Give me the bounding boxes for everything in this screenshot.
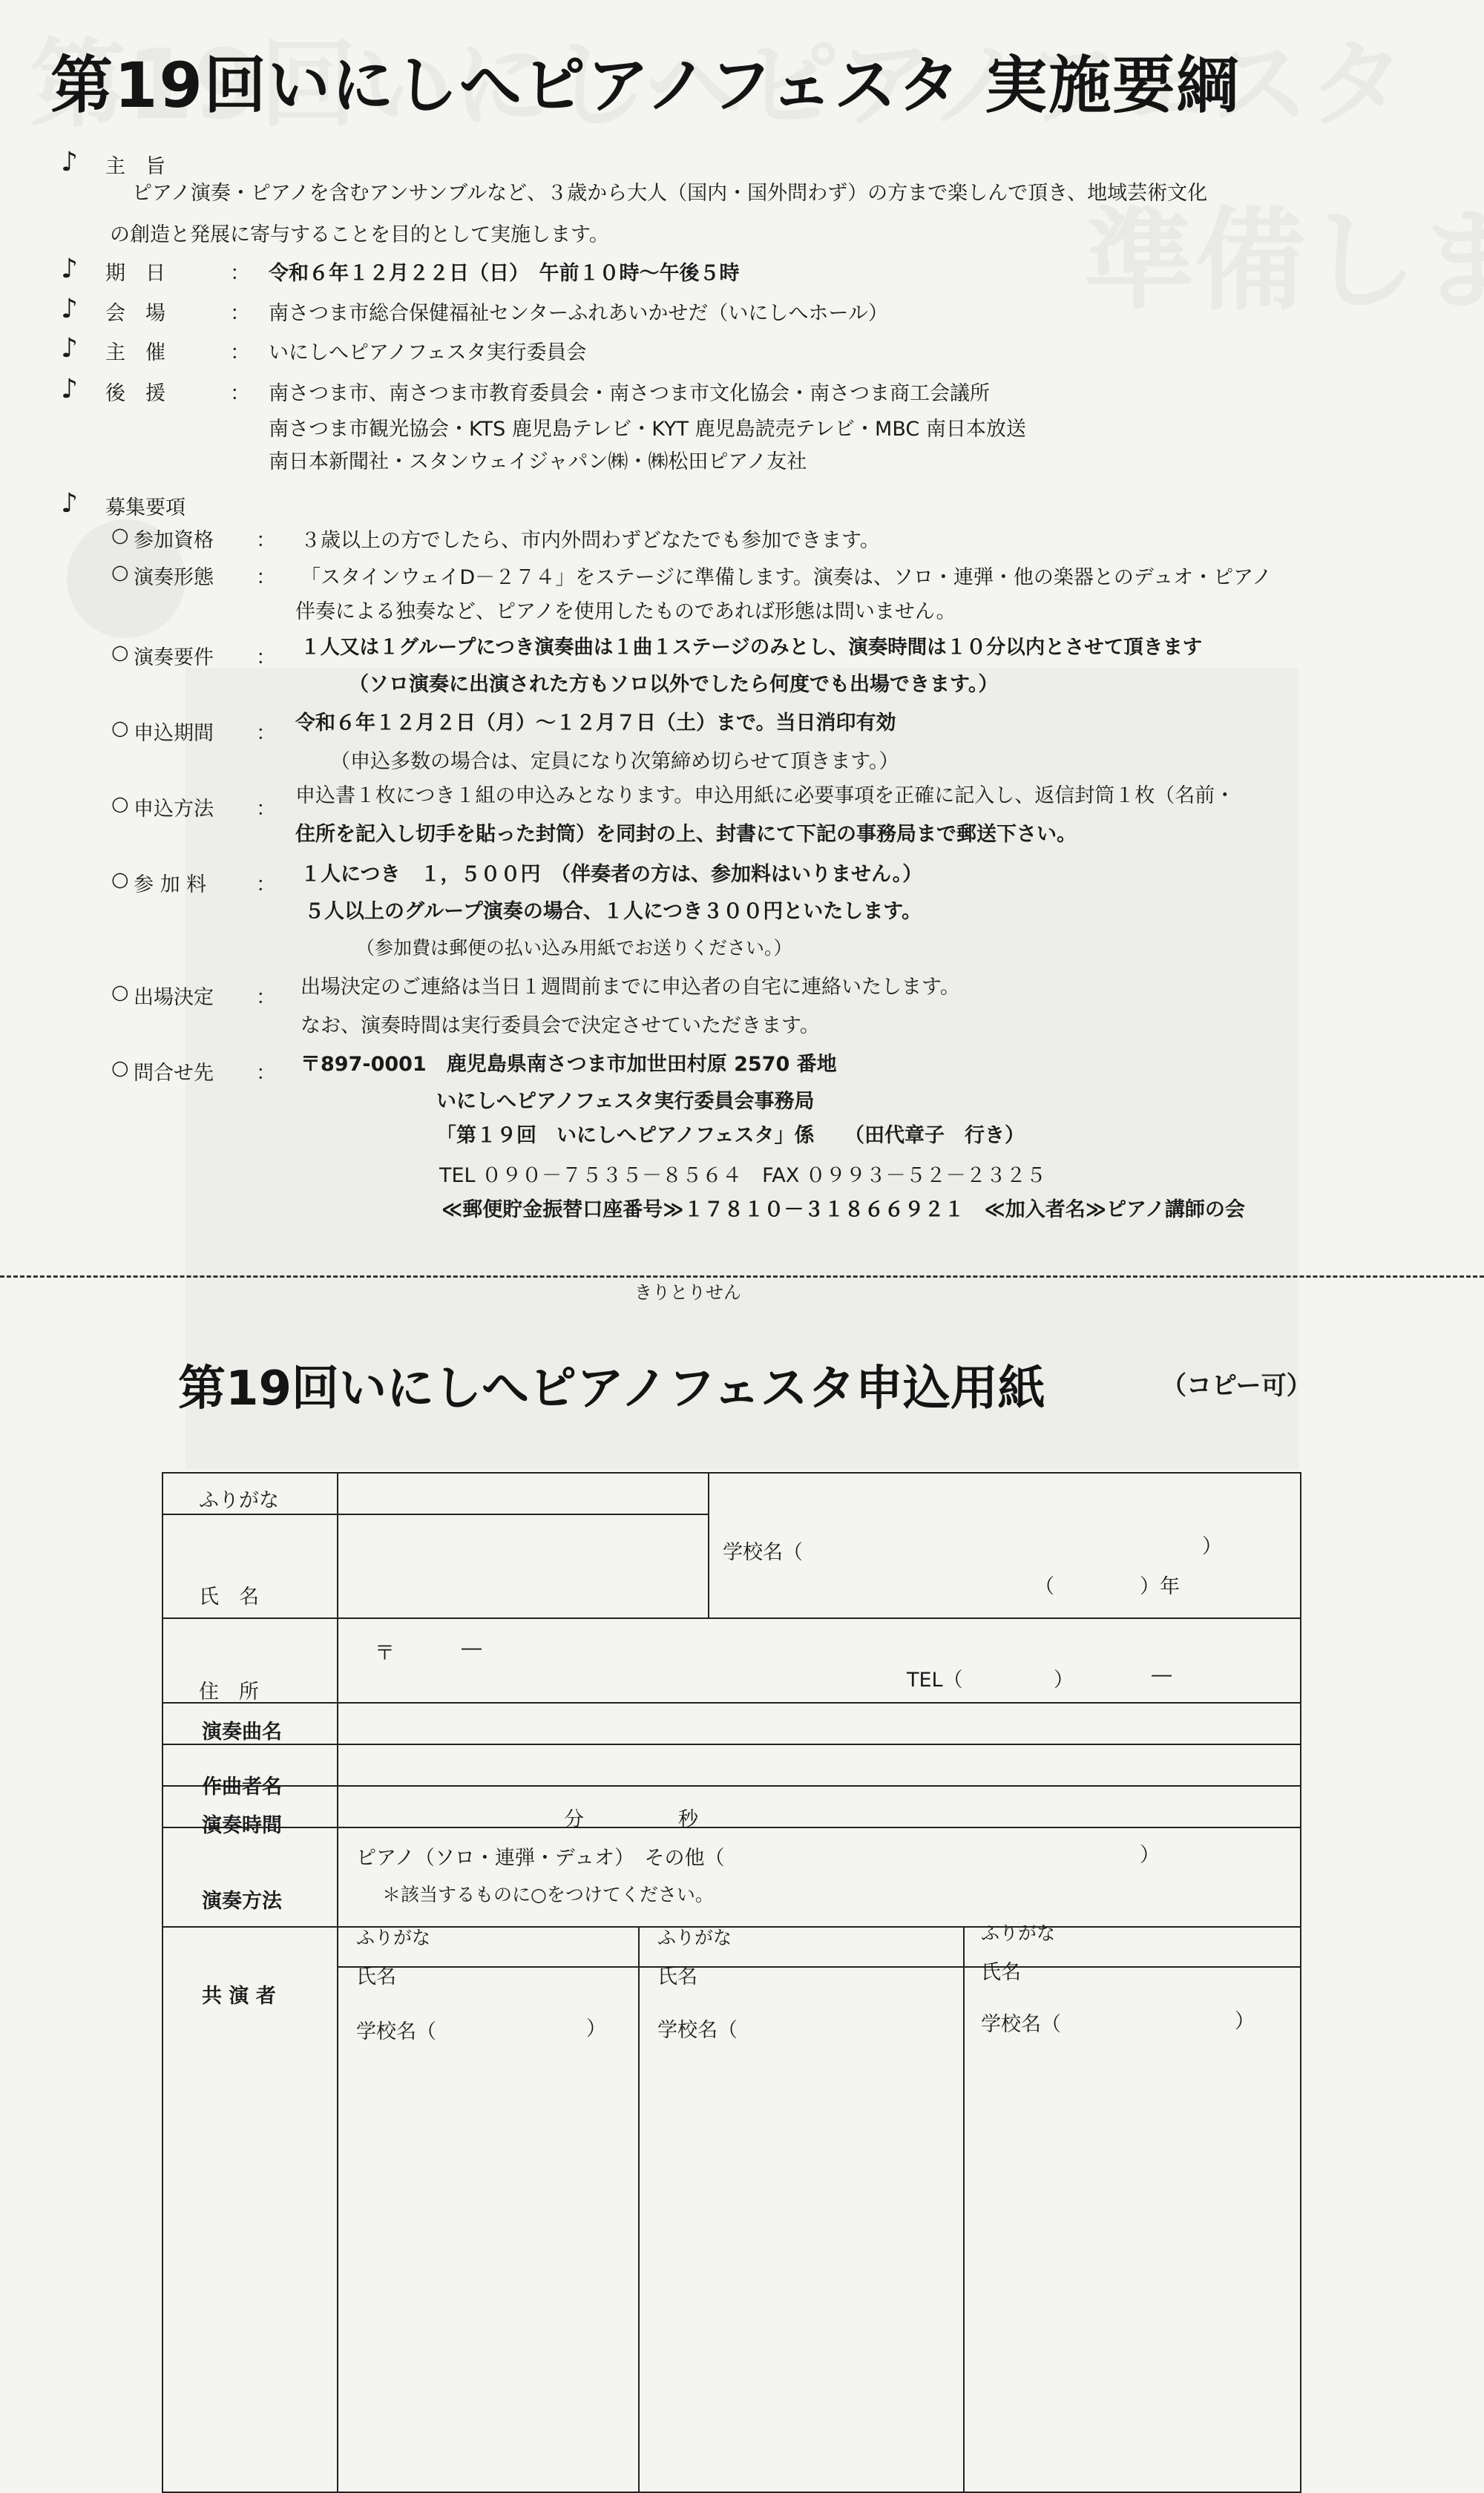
colon: ： <box>230 262 250 285</box>
fee-text-2: ５人以上のグループ演奏の場合、１人につき３００円といたします。 <box>304 900 922 923</box>
organizer-label: 主 催 <box>105 341 165 364</box>
requirement-label: 演奏要件 <box>134 646 214 669</box>
co1-furigana-label: ふりがな <box>356 1927 431 1948</box>
purpose-text-1: ピアノ演奏・ピアノを含むアンサンブルなど、３歳から大人（国内・国外問わず）の方まで楽しんで頂き、地域芸術文化 <box>132 182 1208 205</box>
method-label: 申込方法 <box>134 798 214 821</box>
form-border-top <box>162 1472 1301 1474</box>
composer-input[interactable] <box>340 1748 1297 1785</box>
row-line-composer <box>162 1785 1301 1787</box>
style-options[interactable]: ピアノ（ソロ・連弾・デュオ） その他（ <box>356 1847 725 1870</box>
composer-label: 作曲者名 <box>202 1776 282 1799</box>
eligibility-label: 参加資格 <box>134 529 214 552</box>
colon: ： <box>256 1062 276 1085</box>
duration-label: 演奏時間 <box>202 1814 282 1837</box>
school-divider <box>708 1472 709 1617</box>
co3-school-label: 学校名（ <box>981 2013 1061 2036</box>
row-line-address <box>162 1702 1301 1704</box>
colon: ： <box>256 873 276 896</box>
circle-marker: ○ <box>111 1057 129 1080</box>
date-label: 期 日 <box>105 262 165 285</box>
co-divider-2 <box>963 1926 965 2493</box>
colon: ： <box>256 646 276 669</box>
co2-name-input[interactable] <box>717 1956 947 1988</box>
name-label: 氏 名 <box>199 1586 259 1609</box>
contact-address: 〒897-0001 鹿児島県南さつま市加世田村原 2570 番地 <box>301 1053 837 1076</box>
row-line-piece <box>162 1744 1301 1745</box>
row-line-duration <box>162 1827 1301 1828</box>
school-input[interactable] <box>816 1528 1187 1561</box>
tel-close-paren: ） <box>1054 1669 1074 1692</box>
postal-dash: ― <box>462 1637 482 1660</box>
contact-bank: ≪郵便貯金振替口座番号≫１７８１０－３１８６６９２１ ≪加入者名≫ピアノ講師の会 <box>441 1198 1245 1221</box>
co3-name-label: 氏名 <box>981 1961 1021 1984</box>
postal-mark: 〒 <box>375 1642 395 1665</box>
note-icon: ♪ <box>61 374 78 404</box>
colon: ： <box>256 798 276 821</box>
circle-marker: ○ <box>111 981 129 1004</box>
colon: ： <box>256 529 276 552</box>
grade-close-label: ）年 <box>1140 1575 1180 1598</box>
requirement-text-2: （ソロ演奏に出演された方もソロ以外でしたら何度でも出場できます。） <box>349 673 999 696</box>
tel-input[interactable] <box>965 1661 1209 1693</box>
style-note: ＊該当するものに○をつけてください。 <box>382 1884 714 1905</box>
contact-label: 問合せ先 <box>134 1062 214 1085</box>
piece-input[interactable] <box>340 1707 1297 1744</box>
contact-tel: TEL ０９０－７５３５－８５６４ FAX ０９９３－５２－２３２５ <box>439 1164 1046 1187</box>
method-text-2: 住所を記入し切手を貼った封筒）を同封の上、封書にて下記の事務局まで郵送下さい。 <box>295 823 1077 846</box>
decision-text-2: なお、演奏時間は実行委員会で決定させていただきます。 <box>301 1014 820 1037</box>
style-close-paren: ） <box>1140 1844 1160 1867</box>
note-icon: ♪ <box>61 294 78 324</box>
circle-marker: ○ <box>111 641 129 664</box>
co3-furigana-label: ふりがな <box>981 1922 1056 1944</box>
fee-text-3: （参加費は郵便の払い込み用紙でお送りください。） <box>356 937 792 959</box>
decision-text-1: 出場決定のご連絡は当日１週間前までに申込者の自宅に連絡いたします。 <box>301 976 960 999</box>
co2-name-label: 氏名 <box>657 1965 697 1988</box>
note-icon: ♪ <box>61 488 78 519</box>
fee-label: 参 加 料 <box>134 873 207 896</box>
colon: ： <box>256 722 276 745</box>
form-title: 第19回いにしへピアノフェスタ申込用紙 <box>178 1362 1045 1416</box>
recruit-heading: 募集要項 <box>105 496 186 519</box>
date-value: 令和６年１２月２２日（日） 午前１０時～午後５時 <box>269 262 740 285</box>
note-icon: ♪ <box>61 254 78 284</box>
circle-marker: ○ <box>111 792 129 815</box>
purpose-label: 主 旨 <box>105 155 165 178</box>
form-type-text-2: 伴奏による独奏など、ピアノを使用したものであれば形態は問いません。 <box>295 600 956 623</box>
co1-name-input[interactable] <box>416 1956 631 1988</box>
co1-name-label: 氏名 <box>356 1965 396 1988</box>
co2-furigana-label: ふりがな <box>657 1927 732 1948</box>
form-type-text-1: 「スタインウェイD－２７４」をステージに準備します。演奏は、ソロ・連弾・他の楽器とのデュオ・ピアノ <box>301 566 1272 589</box>
furigana-input[interactable] <box>340 1479 703 1512</box>
colon: ： <box>256 566 276 589</box>
colon: ： <box>230 302 250 325</box>
address-label: 住 所 <box>199 1681 259 1704</box>
form-border-right <box>1300 1472 1301 2493</box>
furigana-label: ふりがな <box>199 1489 279 1512</box>
note-icon: ♪ <box>61 147 78 177</box>
minutes-input[interactable] <box>460 1793 556 1827</box>
co1-school-input[interactable] <box>445 2008 579 2040</box>
seconds-input[interactable] <box>586 1793 675 1827</box>
method-text-1: 申込書１枚につき１組の申込みとなります。申込用紙に必要事項を正確に記入し、返信封筒１枚（名前・ <box>295 784 1235 807</box>
co3-name-input[interactable] <box>1040 1951 1285 1984</box>
grade-open-paren: （ <box>1034 1575 1054 1598</box>
support-line-2: 南さつま市観光協会・KTS 鹿児島テレビ・KYT 鹿児島読売テレビ・MBC 南日本放送 <box>269 418 1026 441</box>
colon: ： <box>230 382 250 405</box>
form-type-label: 演奏形態 <box>134 566 214 589</box>
row-line-name <box>162 1617 1301 1619</box>
coperformer-label: 共 演 者 <box>202 1985 276 2008</box>
style-other-input[interactable] <box>809 1836 1128 1868</box>
fee-text-1: １人につき １，５００円 （伴奏者の方は、参加料はいりません。） <box>301 863 923 886</box>
co3-school-close: ） <box>1235 2010 1255 2033</box>
page-title: 第19回いにしへピアノフェスタ 実施要綱 <box>50 49 1241 122</box>
venue-value: 南さつま市総合保健福祉センターふれあいかせだ（いにしへホール） <box>269 302 888 325</box>
co-divider-1 <box>638 1926 640 2493</box>
seconds-label: 秒 <box>678 1808 698 1831</box>
name-input[interactable] <box>340 1517 703 1613</box>
support-line-3: 南日本新聞社・スタンウェイジャパン㈱・㈱松田ピアノ友社 <box>269 450 807 473</box>
cut-line-label: きりとりせん <box>634 1282 741 1303</box>
venue-label: 会 場 <box>105 302 165 325</box>
style-label: 演奏方法 <box>202 1890 282 1913</box>
co2-school-input[interactable] <box>746 2008 947 2040</box>
co1-school-close: ） <box>586 2017 606 2040</box>
period-label: 申込期間 <box>134 722 214 745</box>
support-label: 後 援 <box>105 382 165 405</box>
contact-person: 「第１９回 いにしへピアノフェスタ」係 （田代章子 行き） <box>436 1124 1025 1147</box>
circle-marker: ○ <box>111 868 129 891</box>
purpose-text-2: の創造と発展に寄与することを目的として実施します。 <box>110 223 609 246</box>
postal-code-input[interactable] <box>401 1632 564 1665</box>
piece-label: 演奏曲名 <box>202 1721 282 1744</box>
tel-dash: ― <box>1152 1663 1172 1686</box>
circle-marker: ○ <box>111 717 129 740</box>
decision-label: 出場決定 <box>134 986 214 1009</box>
support-line-1: 南さつま市、南さつま市教育委員会・南さつま市文化協会・南さつま商工会議所 <box>269 382 990 405</box>
co1-school-label: 学校名（ <box>356 2020 436 2043</box>
period-text-2: （申込多数の場合は、定員になり次第締め切らせて頂きます。） <box>330 750 899 773</box>
eligibility-text: ３歳以上の方でしたら、市内外問わずどなたでも参加できます。 <box>301 529 880 552</box>
minutes-label: 分 <box>564 1808 584 1831</box>
cut-line <box>0 1275 1484 1278</box>
colon: ： <box>230 341 250 364</box>
period-text-1: 令和６年１２月２日（月）～１２月７日（土）まで。当日消印有効 <box>295 712 896 735</box>
contact-office: いにしへピアノフェスタ実行委員会事務局 <box>436 1090 815 1113</box>
address-input[interactable] <box>349 1666 883 1701</box>
row-line-furigana <box>162 1514 709 1515</box>
grade-input[interactable] <box>1054 1566 1128 1598</box>
form-copy-note: （コピー可） <box>1161 1371 1312 1401</box>
colon: ： <box>256 986 276 1009</box>
co2-school-label: 学校名（ <box>657 2019 738 2042</box>
school-label: 学校名（ <box>723 1541 803 1564</box>
co3-school-input[interactable] <box>1070 2002 1226 2034</box>
form-label-divider <box>337 1472 338 2493</box>
circle-marker: ○ <box>111 524 129 547</box>
school-close-paren: ） <box>1202 1535 1222 1558</box>
requirement-text-1: １人又は１グループにつき演奏曲は１曲１ステージのみとし、演奏時間は１０分以内とさせて頂きます <box>301 636 1203 659</box>
organizer-value: いにしへピアノフェスタ実行委員会 <box>269 341 587 364</box>
tel-label: TEL（ <box>907 1669 963 1692</box>
form-border-left <box>162 1472 163 2493</box>
circle-marker: ○ <box>111 561 129 584</box>
note-icon: ♪ <box>61 333 78 364</box>
